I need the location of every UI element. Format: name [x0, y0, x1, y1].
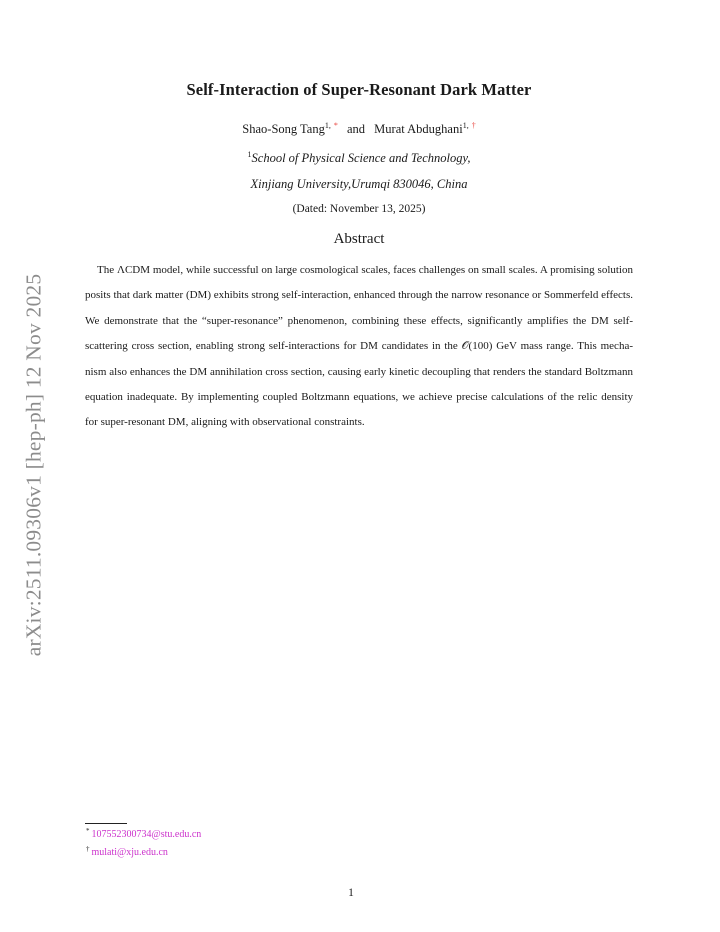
footnote-mark: * — [86, 827, 90, 835]
footnote-divider — [85, 823, 127, 824]
email-link[interactable]: 107552300734@stu.edu.cn — [91, 829, 202, 840]
footnote-item — [86, 847, 168, 858]
affiliation-line-1: $^1$School of Physical Science and Technology, — [247, 150, 471, 165]
abstract-text: The ΛCDM model, while successful on large cosmological scales, faces challenges on small scales. A promising solution posits that dark matter (DM) exhibits strong self-interaction, enhanced through the narrow resonance or Sommerfeld effects. We demonstrate that the “super-resonance” phenomenon, combining these effects, significantly amplifies the DM self-scattering cross section, enabling strong self-interactions for DM candidates in the 𝒪(100) GeV mass range. This mechanism also enhances the DM annihilation cross section, causing early kinetic decoupling that renders the standard Boltzmann equation inadequate. By implementing coupled Boltzmann equations, we achieve precise calculations of the relic density for super-resonant DM, aligning with observational constraints. — [85, 264, 633, 429]
author-affiliation-mark: 1, * — [324, 121, 338, 130]
arxiv-identifier-stamp: arXiv:2511.09306v1 [hep-ph] 12 Nov 2025 — [21, 273, 46, 657]
affiliation-number: 1 — [247, 150, 252, 159]
footnote-mark: † — [86, 845, 90, 853]
abstract-heading: Abstract — [333, 231, 385, 247]
footnote-item — [86, 829, 201, 840]
affiliation-line-2: Xinjiang University,Urumqi 830046, China — [250, 177, 468, 191]
email-link[interactable]: mulati@xju.edu.cn — [91, 847, 168, 858]
author-connector: and — [346, 122, 366, 136]
paper-title: Self-Interaction of Super-Resonant Dark Matter — [186, 80, 532, 99]
author-affiliation-mark: 1, † — [462, 121, 476, 130]
author-name: Murat Abdughani — [374, 122, 463, 136]
page-number: 1 — [348, 887, 354, 899]
author-list — [0, 122, 718, 137]
dated-line: (Dated: November 13, 2025) — [292, 203, 426, 215]
author-name: Shao-Song Tang — [242, 122, 325, 136]
